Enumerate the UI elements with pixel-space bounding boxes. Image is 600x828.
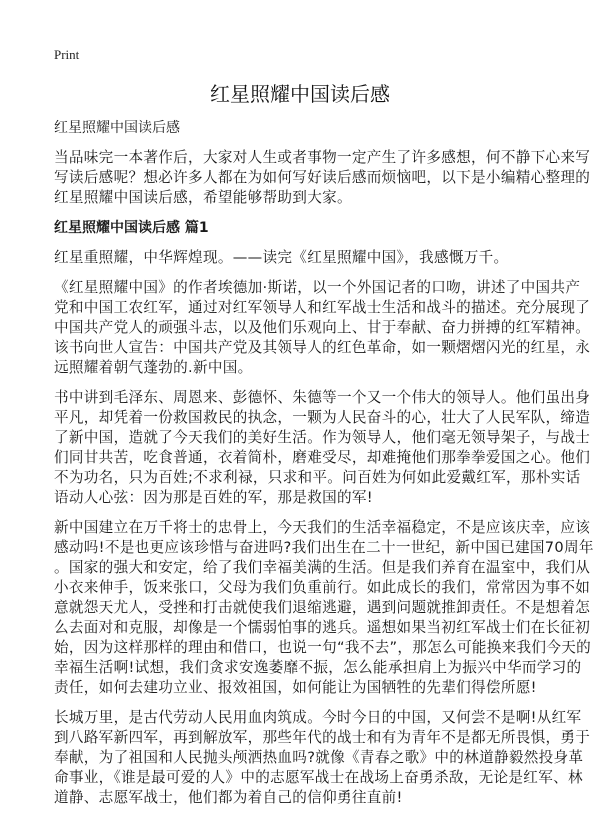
text-line: 远照耀着朝气蓬勃的.新中国。	[54, 359, 253, 376]
text-line: 中国共产党人的顽强斗志，以及他们乐观向上、甘于奉献、奋力拼搏的红军精神。	[54, 319, 591, 336]
text-line: 。国家的强大和安定，给了我们幸福美满的生活。但是我们养育在温室中，我们从	[54, 559, 591, 576]
text-line: 始，因为这样那样的理由和借口，也说一句“我不去”，那怎么可能换来我们今天的	[54, 639, 592, 656]
text-line: 《红星照耀中国》的作者埃德加·斯诺，以一个外国记者的口吻，讲述了中国共产	[54, 279, 581, 296]
text-line: 新中国建立在万千将士的忠骨上，今天我们的生活幸福稳定，不是应该庆幸，应该	[54, 519, 591, 536]
text-line: 当品味完一本著作后，大家对人生或者事物一定产生了许多感想，何不静下心来写	[54, 149, 591, 166]
text-line: 红星重照耀，中华辉煌现。——读完《红星照耀中国》，我感慨万千。	[54, 249, 509, 266]
section-heading: 红星照耀中国读后感 篇1	[54, 220, 209, 236]
text-line: 长城万里，是古代劳动人民用血肉筑成。今时今日的中国，又何尝不是啊!从红军	[54, 709, 582, 726]
text-line: 该书向世人宣告：中国共产党及其领导人的红色革命，如一颗熠熠闪光的红星，永	[54, 339, 591, 356]
paragraph	[54, 248, 554, 268]
text-line: 么去面对和克服，却像是一个懦弱怕事的逃兵。遥想如果当初红军战士们在长征初	[54, 619, 591, 636]
text-line: 们同甘共苦，吃食普通，衣着简朴，磨难受尽，却难掩他们那拳拳爱国之心。他们	[54, 449, 591, 466]
intro-paragraph	[54, 148, 591, 208]
article-subtitle: 红星照耀中国读后感	[54, 120, 180, 136]
text-line: 感动吗!不是也更应该珍惜与奋进吗?我们出生在二十一世纪，新中国已建国70周年	[54, 539, 594, 556]
print-link[interactable]: Print	[54, 47, 80, 62]
article-body	[54, 118, 594, 818]
text-line: 到八路军新四军，再到解放军，那些年代的战士和有为青年不是都无所畏惧，勇于	[54, 729, 591, 746]
paragraph	[54, 278, 591, 378]
text-line: 小衣来伸手，饭来张口，父母为我们负重前行。如此成长的我们，常常因为事不如	[54, 579, 591, 596]
text-line: 意就怨天尤人，受挫和打击就使我们退缩逃避，遇到问题就推卸责任。不是想着怎	[54, 599, 591, 616]
paragraph	[54, 518, 594, 698]
text-line: 平凡，却凭着一份救国救民的执念，一颗为人民奋斗的心，壮大了人民军队，缔造	[54, 409, 591, 426]
text-line: 写读后感呢？想必许多人都在为如何写好读后感而烦恼吧，以下是小编精心整理的	[54, 169, 591, 186]
page-title: 红星照耀中国读后感	[210, 82, 390, 106]
text-line: 红星照耀中国读后感，希望能够帮助到大家。	[54, 189, 352, 206]
text-line: 党和中国工农红军，通过对红军领导人和红军战士生活和战斗的描述。充分展现了	[54, 299, 591, 316]
text-line: 命事业，《谁是最可爱的人》中的志愿军战士在战场上奋勇杀敌，无论是红军、林	[54, 769, 583, 786]
text-line: 语动人心弦：因为那是百姓的军，那是救国的军!	[54, 489, 373, 506]
paragraph	[54, 388, 591, 508]
text-line: 了新中国，造就了今天我们的美好生活。作为领导人，他们毫无领导架子，与战士	[54, 429, 591, 446]
text-line: 幸福生活啊!试想，我们贪求安逸萎靡不振，怎么能承担肩上为振兴中华而学习的	[54, 659, 582, 676]
text-line: 道静、志愿军战士，他们都为着自己的信仰勇往直前!	[54, 789, 403, 806]
text-line: 不为功名，只为百姓;不求利禄，只求和平。问百姓为何如此爱戴红军，那朴实话	[54, 469, 581, 486]
paragraphs	[54, 248, 594, 808]
text-line: 书中讲到毛泽东、周恩来、彭德怀、朱德等一个又一个伟大的领导人。他们虽出身	[54, 389, 591, 406]
text-line: 奉献，为了祖国和人民抛头颅洒热血吗?就像《青春之歌》中的林道静毅然投身革	[54, 749, 584, 766]
paragraph	[54, 708, 591, 808]
text-line: 责任，如何去建功立业、报效祖国，如何能让为国牺牲的先辈们得偿所愿!	[54, 679, 537, 696]
